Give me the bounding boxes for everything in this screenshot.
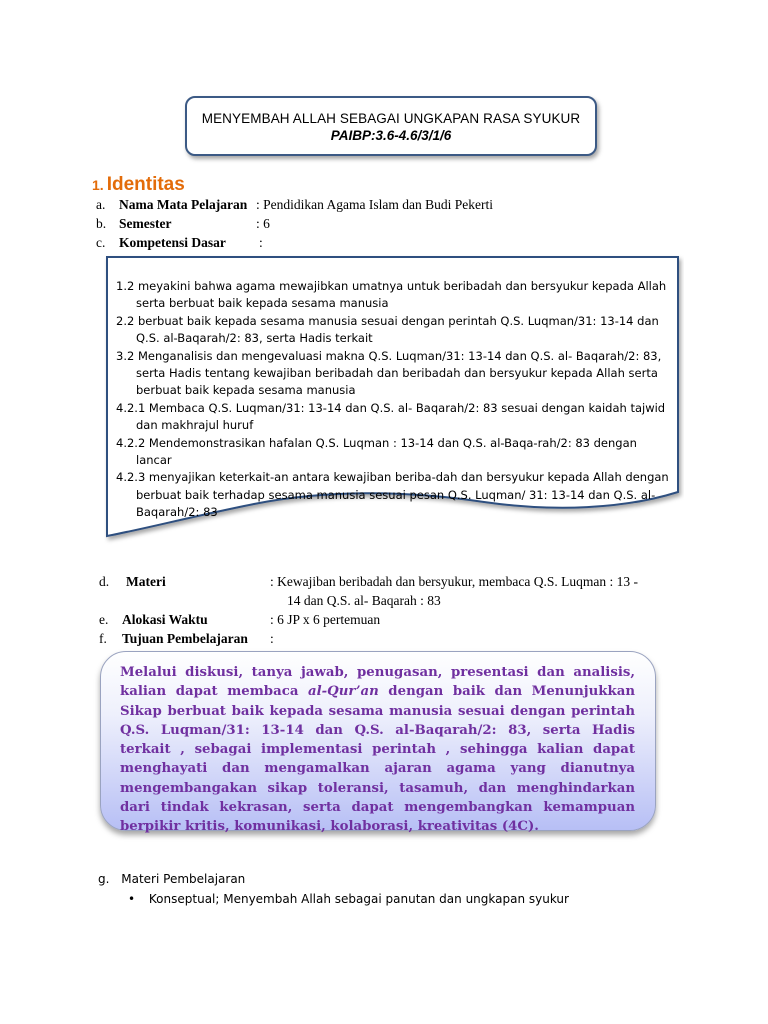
row-letter-c: c.	[96, 235, 106, 250]
row-letter-d: d.	[99, 574, 110, 589]
label-materi-pembelajaran: Materi Pembelajaran	[121, 872, 246, 886]
value-tujuan-pembelajaran: :	[270, 631, 274, 646]
document-title: MENYEMBAH ALLAH SEBAGAI UNGKAPAN RASA SYUKUR	[201, 111, 581, 126]
label-alokasi-waktu: Alokasi Waktu	[122, 612, 208, 627]
row-letter-f: f.	[99, 631, 107, 646]
list-item: 1.2 meyakini bahwa agama mewajibkan umatnya untuk beribadah dan bersyukur kepada Allah serta berbuat baik kepada sesama manusia	[116, 279, 667, 311]
list-item: 3.2 Menganalisis dan mengevaluasi makna Q.S. Luqman/31: 13-14 dan Q.S. al- Baqarah/2: 83, serta Hadis tentang kewajiban beribadah dan beribadah dan bersyukur kepada Allah serta berbuat baik kepada sesama manusia	[116, 348, 662, 398]
document-code: PAIBP:3.6-4.6/3/1/6	[330, 128, 452, 143]
objective-box	[100, 651, 656, 835]
bullet-text: Konseptual; Menyembah Allah sebagai panutan dan ungkapan syukur	[148, 892, 569, 906]
label-mata-pelajaran: Nama Mata Pelajaran	[119, 197, 248, 212]
label-tujuan-pembelajaran: Tujuan Pembelajaran	[122, 631, 248, 646]
value-kompetensi-dasar: :	[259, 235, 263, 250]
list-item: 4.2.2 Mendemonstrasikan hafalan Q.S. Luqman : 13-14 dan Q.S. al-Baqa-rah/2: 83 dengan lancar	[116, 435, 637, 468]
section-title: Identitas	[106, 174, 185, 195]
bullet-icon: •	[128, 892, 136, 906]
list-item: 4.2.1 Membaca Q.S. Luqman/31: 13-14 dan Q.S. al- Baqarah/2: 83 sesuai dengan kaidah tajwid dan makhrajul huruf	[116, 400, 666, 433]
row-letter-b: b.	[96, 216, 107, 231]
objective-text-part: Melalui diskusi, tanya jawab, penugasan, presentasi dan analisis, kalian dapat membaca	[120, 665, 635, 700]
value-mata-pelajaran: : Pendidikan Agama Islam dan Budi Pekerti	[256, 197, 493, 212]
list-item: 4.2.3 menyajikan keterkait-an antara kewajiban beriba-dah dan bersyukur kepada Allah dengan berbuat baik terhadap sesama manusia sesuai pesan Q.S. Luqman/ 31: 13-14 dan Q.S. al-Baqarah/2: 83	[116, 470, 669, 520]
objective-text	[120, 663, 635, 837]
label-semester: Semester	[119, 216, 172, 231]
objective-text-italic: al-Qur’an	[307, 684, 379, 700]
value-materi-cont: 14 dan Q.S. al- Baqarah : 83	[287, 593, 441, 608]
materi-pembelajaran-row	[98, 872, 245, 886]
list-item	[128, 892, 569, 906]
row-mata-pelajaran	[96, 197, 105, 213]
label-kompetensi-dasar: Kompetensi Dasar	[119, 235, 226, 250]
section-number: 1.	[92, 177, 104, 193]
value-materi: : Kewajiban beribadah dan bersyukur, membaca Q.S. Luqman : 13 -	[270, 574, 638, 589]
title-box	[185, 96, 597, 156]
value-semester: : 6	[256, 216, 270, 231]
row-letter-e: e.	[99, 612, 109, 627]
section-heading	[92, 174, 185, 196]
label-materi: Materi	[126, 574, 166, 589]
row-letter-g: g.	[98, 872, 110, 886]
value-alokasi-waktu: : 6 JP x 6 pertemuan	[270, 612, 381, 627]
kompetensi-list	[116, 278, 676, 522]
objective-text-part: dengan baik dan Menunjukkan Sikap berbuat baik kepada sesama manusia sesuai dengan perintah Q.S. Luqman/31: 13-14 dan Q.S. al-Baqarah/2: 83, serta Hadis terkait , sebagai implementasi perintah , sehingga kalian dapat menghayati dan mengamalkan ajaran agama yang dianutnya mengembangakan sikap toleransi, tasamuh, dan menghindarkan dari tindak kekrasan, serta dapat mengembangkan kemampuan berpikir kritis, komunikasi, kolaborasi, kreativitas (4C).	[120, 684, 635, 835]
list-item: 2.2 berbuat baik kepada sesama manusia sesuai dengan perintah Q.S. Luqman/31: 13-14 dan Q.S. al-Baqarah/2: 83, serta Hadis terkait	[116, 313, 659, 346]
row-letter: a.	[96, 197, 106, 212]
